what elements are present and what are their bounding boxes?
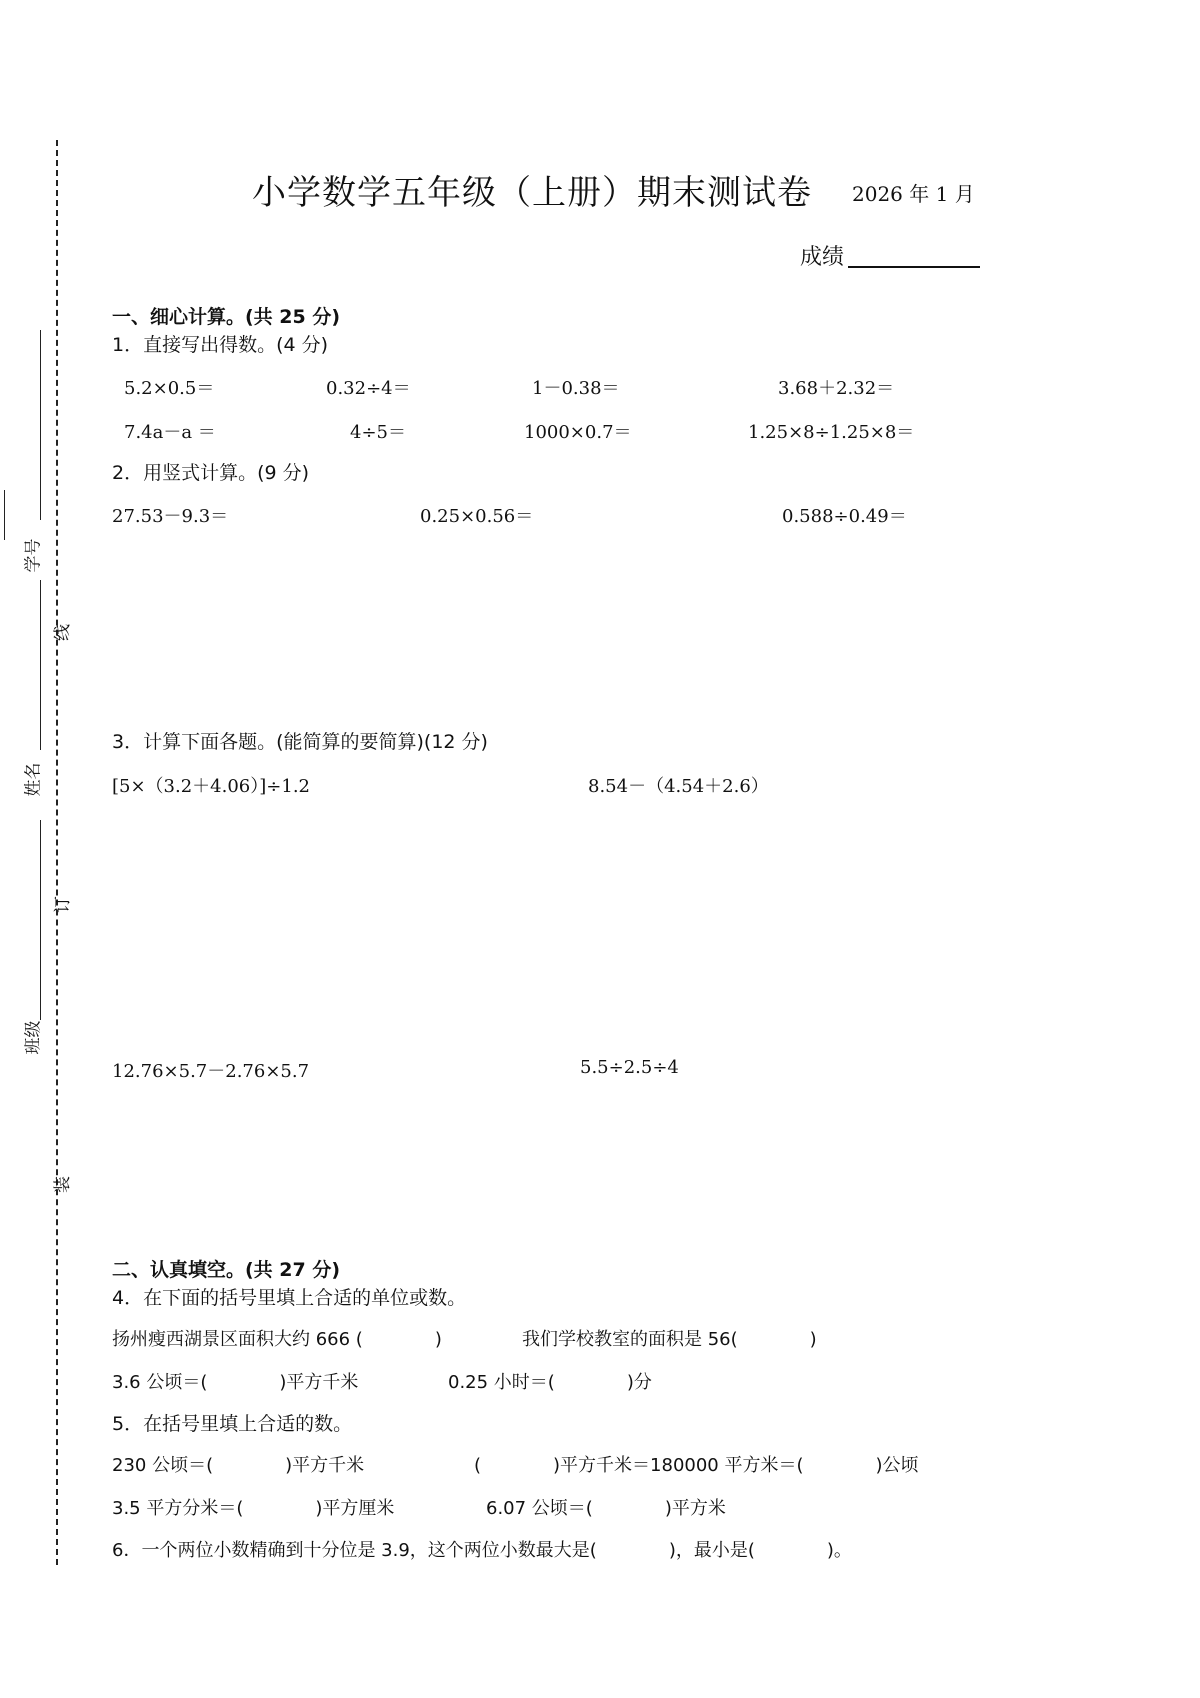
student-id-label: 学号 [23,538,44,573]
q4-blank-line: 扬州瘦西湖景区面积大约 666 ( ) [112,1329,442,1350]
question-1-title: 1．直接写出得数。(4 分) [112,334,329,356]
score-label: 成绩 [800,245,845,270]
q2-item: 0.588÷0.49＝ [782,506,907,527]
q5-blank-line: ( )平方千米＝180000 平方米＝( )公顷 [474,1455,919,1476]
section-1-title: 一、细心计算。(共 25 分) [112,306,341,328]
name-label: 姓名 [23,762,44,797]
score-blank[interactable] [848,266,980,268]
question-4-title: 4．在下面的括号里填上合适的单位或数。 [112,1287,467,1309]
student-id-underline [40,330,41,520]
binding-dashed-line [56,140,58,1565]
q3-item: 12.76×5.7－2.76×5.7 [112,1061,310,1082]
page-title: 小学数学五年级（上册）期末测试卷 [252,173,812,213]
q1-item: 1000×0.7＝ [524,422,632,443]
q5-blank-line: 6.07 公顷＝( )平方米 [486,1498,726,1519]
class-label: 班级 [23,1020,44,1055]
q1-item: 3.68＋2.32＝ [778,378,895,399]
binding-mark-bind: 订 [53,896,73,913]
class-underline [40,820,41,1020]
exam-date: 2026 年 1 月 [852,182,975,206]
name-underline [40,580,41,750]
q1-item: 1－0.38＝ [532,378,620,399]
section-2-title: 二、认真填空。(共 27 分) [112,1259,341,1281]
binding-mark-line: 线 [53,624,73,641]
question-2-title: 2．用竖式计算。(9 分) [112,462,310,484]
q1-item: 5.2×0.5＝ [124,378,215,399]
question-5-title: 5．在括号里填上合适的数。 [112,1413,353,1435]
q5-blank-line: 3.5 平方分米＝( )平方厘米 [112,1498,395,1519]
q2-item: 0.25×0.56＝ [420,506,534,527]
q3-item: 5.5÷2.5÷4 [580,1057,679,1078]
student-id-tick [4,490,5,540]
q1-item: 7.4a－a ＝ [124,422,216,443]
q3-item: [5×（3.2＋4.06）]÷1.2 [112,776,310,797]
q4-blank-line: 我们学校教室的面积是 56( ) [522,1329,817,1350]
question-6-title: 6．一个两位小数精确到十分位是 3.9，这个两位小数最大是( )，最小是( )。 [112,1540,852,1561]
q4-blank-line: 3.6 公顷＝( )平方千米 [112,1372,359,1393]
q3-item: 8.54－（4.54＋2.6） [588,776,769,797]
q1-item: 1.25×8÷1.25×8＝ [748,422,915,443]
q1-item: 0.32÷4＝ [326,378,411,399]
q1-item: 4÷5＝ [350,422,406,443]
question-3-title: 3．计算下面各题。(能简算的要简算)(12 分) [112,731,488,753]
q4-blank-line: 0.25 小时＝( )分 [448,1372,652,1393]
binding-mark-install: 装 [53,1176,73,1193]
q5-blank-line: 230 公顷＝( )平方千米 [112,1455,365,1476]
q2-item: 27.53－9.3＝ [112,506,229,527]
